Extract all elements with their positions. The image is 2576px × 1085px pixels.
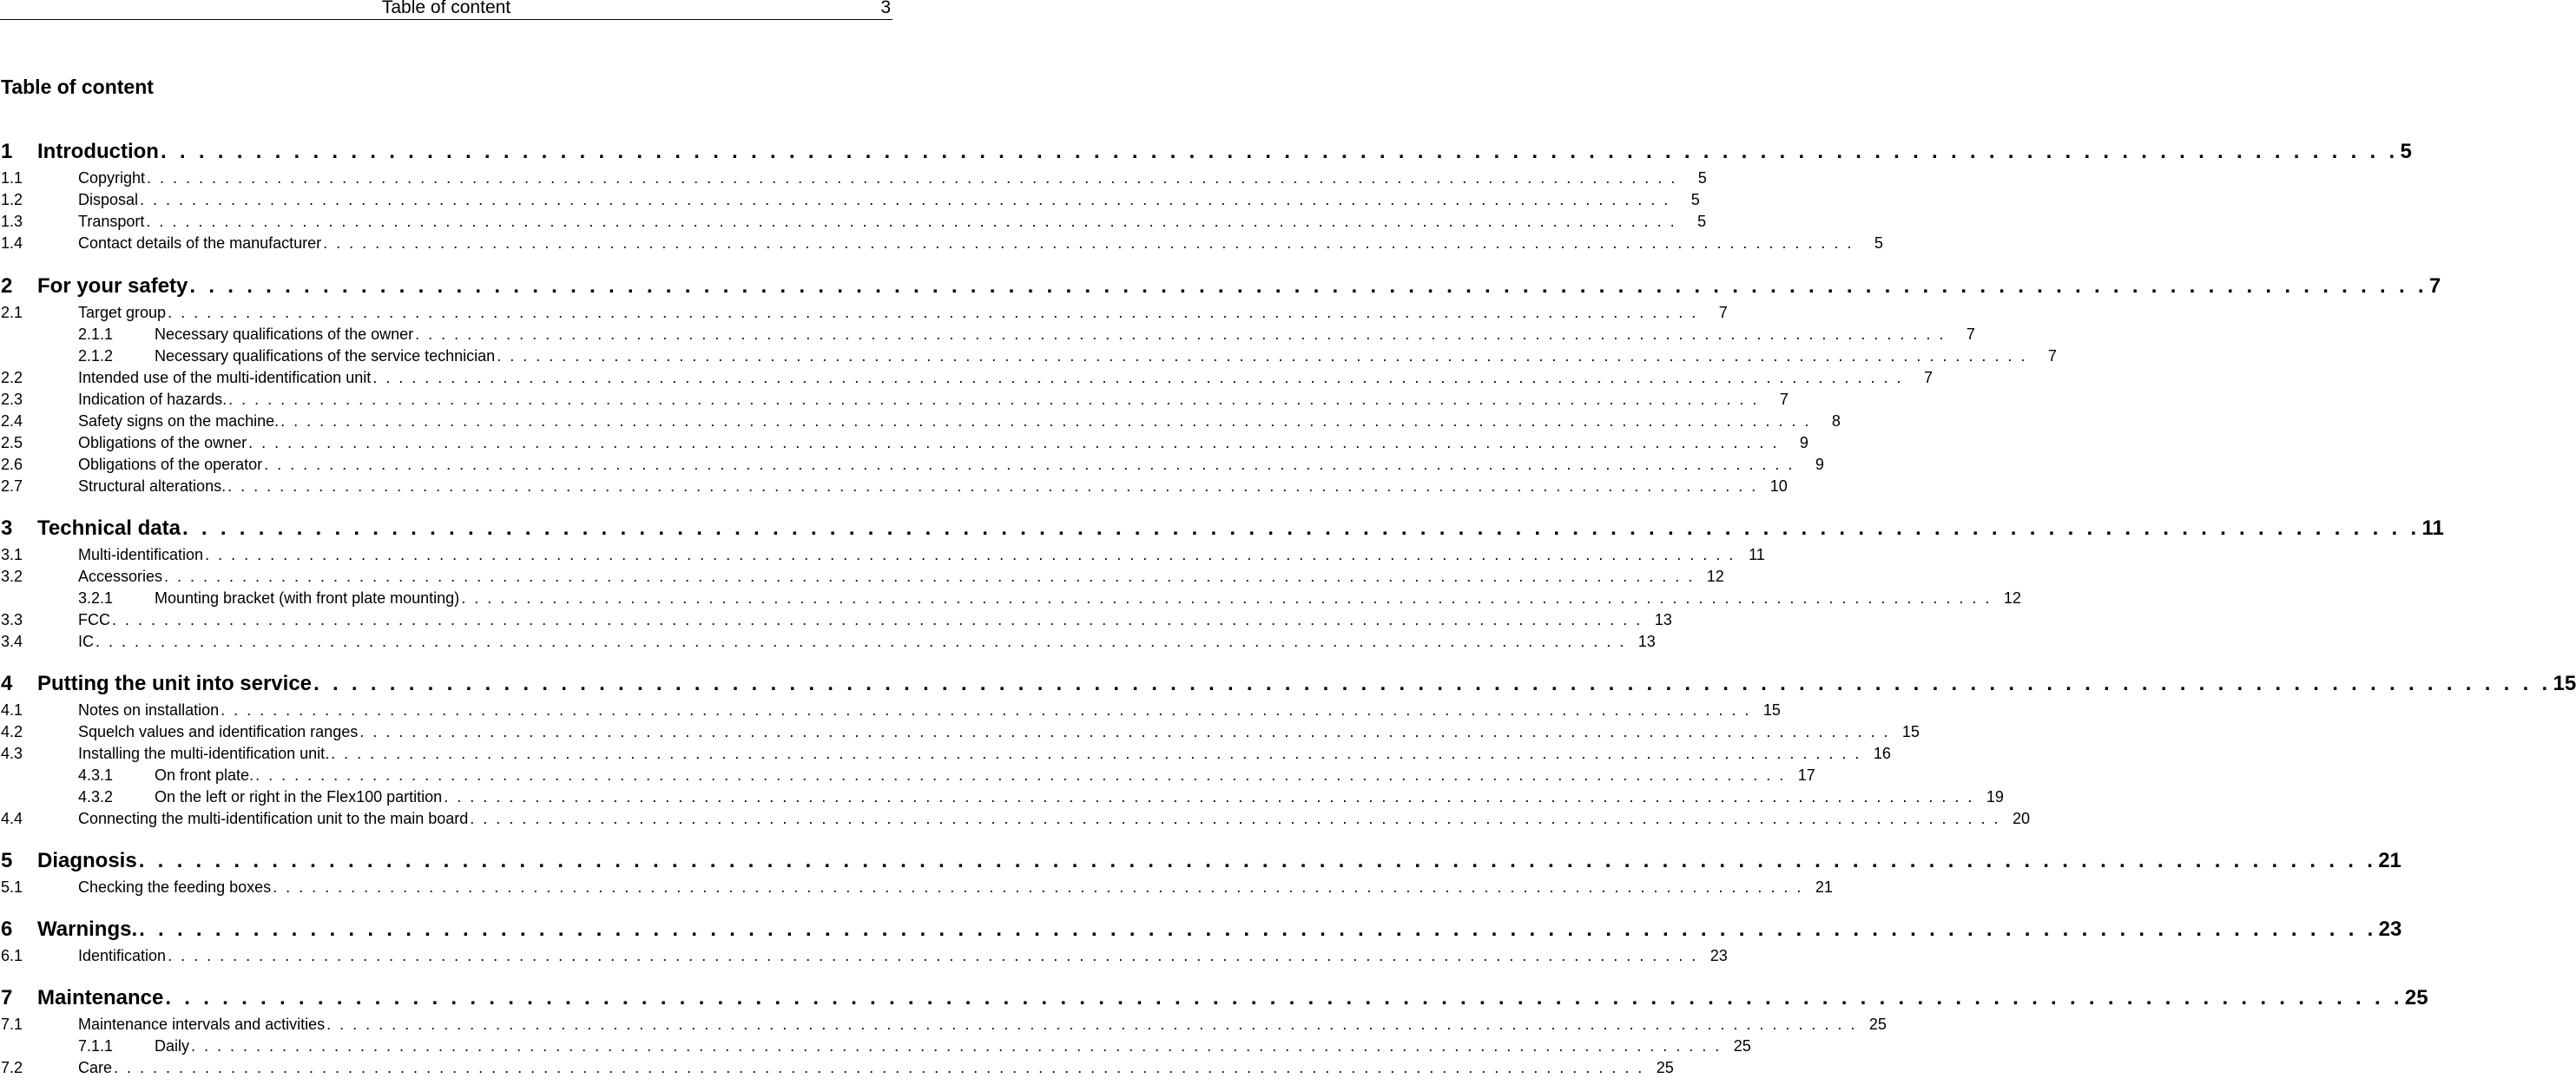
toc-entry-number: 2 <box>1 274 13 298</box>
toc-entry-3-2[interactable] <box>0 566 1724 587</box>
running-title: Table of content <box>381 0 511 17</box>
toc-entry-page: 23 <box>1710 947 1728 964</box>
toc-entry-2-1-2[interactable] <box>0 345 2057 366</box>
toc-entry-page: 5 <box>1697 169 1707 187</box>
toc-entry-title: Notes on installation <box>78 701 220 719</box>
toc-entry-3-4[interactable] <box>0 631 1656 652</box>
toc-entry-number: 3.2.1 <box>78 589 114 607</box>
toc-entry-title: Accessories <box>78 568 163 585</box>
toc-entry-title: Diagnosis <box>37 849 137 872</box>
toc-entry-page: 7 <box>2047 347 2057 365</box>
toc-dot-leader: . . . . . . . . . . . . . . . . . . . . . . . . . . . . . . . . . . . . . . . . . . . . . . . . . . . . . . . . . . . . . . . . . . . . . . . . . . . . . . . . . . . . . . . . . . . . . . . . . . . . . . . . . . . . . . . . . . . . . . <box>313 672 2552 695</box>
toc-dot-leader: . . . . . . . . . . . . . . . . . . . . . . . . . . . . . . . . . . . . . . . . . . . . . . . . . . . . . . . . . . . . . . . . . . . . . . . . . . . . . . . . . . . . . . . . . . . . . . . . . . . . . . . . . . . . . . . . . . . . . . <box>228 391 1759 408</box>
toc-entry-page: 17 <box>1797 766 1815 784</box>
toc-entry-number: 1.4 <box>1 234 23 252</box>
toc-entry-title: FCC <box>78 611 110 628</box>
toc-entry-5[interactable] <box>0 848 2401 874</box>
toc-entry-page: 21 <box>2378 849 2401 872</box>
toc-entry-title: Care <box>78 1059 113 1076</box>
toc-entry-number: 6 <box>1 917 13 941</box>
toc-dot-leader: . . . . . . . . . . . . . . . . . . . . . . . . . . . . . . . . . . . . . . . . . . . . . . . . . . . . . . . . . . . . . . . . . . . . . . . . . . . . . . . . . . . . . . . . . . . . . . . . . . . . . . . . . . . . . . . . . . . . . . <box>138 849 2377 872</box>
toc-entry-title: Obligations of the operator <box>78 456 263 473</box>
toc-entry-4-3-2[interactable] <box>0 786 2004 807</box>
toc-entry-number: 7.1 <box>1 1016 23 1033</box>
toc-dot-leader: . . . . . . . . . . . . . . . . . . . . . . . . . . . . . . . . . . . . . . . . . . . . . . . . . . . . . . . . . . . . . . . . . . . . . . . . . . . . . . . . . . . . . . . . . . . . . . . . . . . . . . . . . . . . . . . . . . . . . . <box>264 456 1795 473</box>
toc-entry-title: Squelch values and identification ranges <box>78 723 359 740</box>
toc-entry-title: Maintenance <box>37 986 164 1009</box>
toc-dot-leader: . . . . . . . . . . . . . . . . . . . . . . . . . . . . . . . . . . . . . . . . . . . . . . . . . . . . . . . . . . . . . . . . . . . . . . . . . . . . . . . . . . . . . . . . . . . . . . . . . . . . . . . . . . . . . . . . . . . . . . <box>372 369 1903 386</box>
toc-entry-1[interactable] <box>0 139 2412 165</box>
toc-dot-leader: . . . . . . . . . . . . . . . . . . . . . . . . . . . . . . . . . . . . . . . . . . . . . . . . . . . . . . . . . . . . . . . . . . . . . . . . . . . . . . . . . . . . . . . . . . . . . . . . . . . . . . . . . . . . . . . . . . . . . . <box>181 516 2421 540</box>
toc-entry-number: 2.2 <box>1 369 23 386</box>
toc-entry-number: 4 <box>1 672 13 695</box>
toc-entry-page: 25 <box>1733 1037 1751 1055</box>
toc-entry-7-1-1[interactable] <box>0 1036 1751 1056</box>
toc-dot-leader: . . . . . . . . . . . . . . . . . . . . . . . . . . . . . . . . . . . . . . . . . . . . . . . . . . . . . . . . . . . . . . . . . . . . . . . . . . . . . . . . . . . . . . . . . . . . . . . . . . . . . . . . . . . . . . . . . . . . . . <box>160 140 2399 163</box>
toc-dot-leader: . . . . . . . . . . . . . . . . . . . . . . . . . . . . . . . . . . . . . . . . . . . . . . . . . . . . . . . . . . . . . . . . . . . . . . . . . . . . . . . . . . . . . . . . . . . . . . . . . . . . . . . . . . . . . . . . . . . . . . <box>444 788 1974 806</box>
toc-entry-5-1[interactable] <box>0 877 1833 898</box>
toc-entry-title: Putting the unit into service <box>37 672 313 695</box>
toc-entry-title: Identification <box>78 947 167 964</box>
toc-entry-number: 1.3 <box>1 213 23 230</box>
toc-entry-page: 7 <box>2428 274 2441 298</box>
toc-entry-3-2-1[interactable] <box>0 588 2021 608</box>
toc-entry-title: Installing the multi-identification unit. <box>78 745 330 762</box>
toc-dot-leader: . . . . . . . . . . . . . . . . . . . . . . . . . . . . . . . . . . . . . . . . . . . . . . . . . . . . . . . . . . . . . . . . . . . . . . . . . . . . . . . . . . . . . . . . . . . . . . . . . . . . . . . . . . . . . . . . . . . . . . <box>140 191 1670 208</box>
toc-entry-1-2[interactable] <box>0 189 1700 210</box>
toc-dot-leader: . . . . . . . . . . . . . . . . . . . . . . . . . . . . . . . . . . . . . . . . . . . . . . . . . . . . . . . . . . . . . . . . . . . . . . . . . . . . . . . . . . . . . . . . . . . . . . . . . . . . . . . . . . . . . . . . . . . . . . <box>191 1037 1722 1055</box>
toc-entry-number: 2.3 <box>1 391 23 408</box>
toc-entry-title: Mounting bracket (with front plate mounting) <box>155 589 460 607</box>
toc-entry-number: 5 <box>1 849 13 872</box>
toc-entry-title: Connecting the multi-identification unit to the main board <box>78 810 469 827</box>
toc-entry-title: Structural alterations. <box>78 477 227 495</box>
toc-dot-leader: . . . . . . . . . . . . . . . . . . . . . . . . . . . . . . . . . . . . . . . . . . . . . . . . . . . . . . . . . . . . . . . . . . . . . . . . . . . . . . . . . . . . . . . . . . . . . . . . . . . . . . . . . . . . . . . . . . . . . . <box>326 1016 1857 1033</box>
toc-dot-leader: . . . . . . . . . . . . . . . . . . . . . . . . . . . . . . . . . . . . . . . . . . . . . . . . . . . . . . . . . . . . . . . . . . . . . . . . . . . . . . . . . . . . . . . . . . . . . . . . . . . . . . . . . . . . . . . . . . . . . . <box>359 723 1890 740</box>
toc-entry-7-2[interactable] <box>0 1057 1674 1078</box>
toc-entry-number: 2.4 <box>1 412 23 430</box>
toc-entry-3-1[interactable] <box>0 544 1765 565</box>
toc-entry-1-4[interactable] <box>0 233 1883 253</box>
toc-entry-page: 9 <box>1799 434 1808 451</box>
toc-entry-4-3[interactable] <box>0 743 1891 764</box>
toc-entry-number: 3.4 <box>1 633 23 650</box>
toc-entry-title: Copyright <box>78 169 146 187</box>
toc-entry-4-2[interactable] <box>0 721 1920 742</box>
toc-dot-leader: . . . . . . . . . . . . . . . . . . . . . . . . . . . . . . . . . . . . . . . . . . . . . . . . . . . . . . . . . . . . . . . . . . . . . . . . . . . . . . . . . . . . . . . . . . . . . . . . . . . . . . . . . . . . . . . . . . . . . . <box>147 169 1677 187</box>
toc-entry-title: Daily <box>155 1037 190 1055</box>
toc-entry-2-2[interactable] <box>0 367 1933 388</box>
toc-entry-number: 2.7 <box>1 477 23 495</box>
toc-entry-title: Contact details of the manufacturer <box>78 234 322 252</box>
toc-entry-page: 16 <box>1873 745 1891 762</box>
toc-entry-number: 4.3 <box>1 745 23 762</box>
toc-entry-4[interactable] <box>0 671 2576 697</box>
toc-entry-6[interactable] <box>0 917 2402 943</box>
toc-entry-page: 5 <box>2400 140 2412 163</box>
toc-entry-title: Multi-identification <box>78 546 204 563</box>
toc-entry-number: 2.1.1 <box>78 326 114 343</box>
toc-entry-1-3[interactable] <box>0 211 1707 232</box>
toc-entry-title: Disposal <box>78 191 139 208</box>
toc-entry-page: 10 <box>1769 477 1788 495</box>
toc-entry-title: Maintenance intervals and activities <box>78 1016 326 1033</box>
toc-dot-leader: . . . . . . . . . . . . . . . . . . . . . . . . . . . . . . . . . . . . . . . . . . . . . . . . . . . . . . . . . . . . . . . . . . . . . . . . . . . . . . . . . . . . . . . . . . . . . . . . . . . . . . . . . . . . . . . . . . . . . . <box>165 986 2403 1009</box>
toc-entry-number: 3.3 <box>1 611 23 628</box>
toc-entry-page: 15 <box>1901 723 1920 740</box>
toc-dot-leader: . . . . . . . . . . . . . . . . . . . . . . . . . . . . . . . . . . . . . . . . . . . . . . . . . . . . . . . . . . . . . . . . . . . . . . . . . . . . . . . . . . . . . . . . . . . . . . . . . . . . . . . . . . . . . . . . . . . . . . <box>497 347 2027 365</box>
toc-entry-title: Target group <box>78 304 167 321</box>
toc-entry-number: 2.1.2 <box>78 347 114 365</box>
toc-entry-number: 2.5 <box>1 434 23 451</box>
toc-entry-4-4[interactable] <box>0 808 2030 829</box>
toc-entry-title: Checking the feeding boxes <box>78 878 272 896</box>
toc-entry-title: IC <box>78 633 94 650</box>
toc-entry-2-1-1[interactable] <box>0 324 1975 345</box>
toc-dot-leader: . . . . . . . . . . . . . . . . . . . . . . . . . . . . . . . . . . . . . . . . . . . . . . . . . . . . . . . . . . . . . . . . . . . . . . . . . . . . . . . . . . . . . . . . . . . . . . . . . . . . . . . . . . . . . . . . . . . . . . <box>139 917 2377 941</box>
toc-entry-number: 4.3.1 <box>78 766 114 784</box>
toc-entry-number: 2.6 <box>1 456 23 473</box>
toc-entry-number: 5.1 <box>1 878 23 896</box>
toc-entry-page: 7 <box>1779 391 1789 408</box>
toc-entry-number: 3.2 <box>1 568 23 585</box>
toc-entry-page: 25 <box>2404 986 2428 1009</box>
toc-entry-title: Transport <box>78 213 145 230</box>
toc-dot-leader: . . . . . . . . . . . . . . . . . . . . . . . . . . . . . . . . . . . . . . . . . . . . . . . . . . . . . . . . . . . . . . . . . . . . . . . . . . . . . . . . . . . . . . . . . . . . . . . . . . . . . . . . . . . . . . . . . . . . . . <box>273 878 1803 896</box>
toc-entry-title: Warnings. <box>37 917 138 941</box>
toc-entry-1-1[interactable] <box>0 168 1707 188</box>
toc-entry-number: 7.2 <box>1 1059 23 1076</box>
toc-entry-page: 9 <box>1815 456 1824 473</box>
toc-dot-leader: . . . . . . . . . . . . . . . . . . . . . . . . . . . . . . . . . . . . . . . . . . . . . . . . . . . . . . . . . . . . . . . . . . . . . . . . . . . . . . . . . . . . . . . . . . . . . . . . . . . . . . . . . . . . . . . . . . . . . . <box>248 434 1779 451</box>
toc-entry-page: 15 <box>2553 672 2576 695</box>
toc-entry-2-6[interactable] <box>0 454 1824 475</box>
toc-entry-number: 7 <box>1 986 13 1009</box>
toc-entry-page: 11 <box>1749 546 1765 563</box>
toc-entry-number: 1.2 <box>1 191 23 208</box>
toc-dot-leader: . . . . . . . . . . . . . . . . . . . . . . . . . . . . . . . . . . . . . . . . . . . . . . . . . . . . . . . . . . . . . . . . . . . . . . . . . . . . . . . . . . . . . . . . . . . . . . . . . . . . . . . . . . . . . . . . . . . . . . <box>331 745 1861 762</box>
toc-dot-leader: . . . . . . . . . . . . . . . . . . . . . . . . . . . . . . . . . . . . . . . . . . . . . . . . . . . . . . . . . . . . . . . . . . . . . . . . . . . . . . . . . . . . . . . . . . . . . . . . . . . . . . . . . . . . . . . . . . . . . . <box>227 477 1758 495</box>
toc-entry-page: 25 <box>1656 1059 1674 1076</box>
toc-entry-page: 25 <box>1868 1016 1887 1033</box>
toc-entry-7-1[interactable] <box>0 1014 1887 1035</box>
toc-entry-2-1[interactable] <box>0 302 1728 323</box>
page-number: 3 <box>880 0 891 17</box>
toc-entry-page: 20 <box>2012 810 2030 827</box>
toc-entry-3-3[interactable] <box>0 609 1672 630</box>
toc-dot-leader: . . . . . . . . . . . . . . . . . . . . . . . . . . . . . . . . . . . . . . . . . . . . . . . . . . . . . . . . . . . . . . . . . . . . . . . . . . . . . . . . . . . . . . . . . . . . . . . . . . . . . . . . . . . . . . . . . . . . . . <box>415 326 1946 343</box>
toc-entry-2[interactable] <box>0 273 2441 299</box>
toc-entry-title: For your safety <box>37 274 188 298</box>
toc-dot-leader: . . . . . . . . . . . . . . . . . . . . . . . . . . . . . . . . . . . . . . . . . . . . . . . . . . . . . . . . . . . . . . . . . . . . . . . . . . . . . . . . . . . . . . . . . . . . . . . . . . . . . . . . . . . . . . . . . . . . . . <box>221 701 1751 719</box>
toc-entry-title: Necessary qualifications of the service technician <box>155 347 496 365</box>
toc-entry-2-5[interactable] <box>0 432 1808 453</box>
toc-entry-number: 2.1 <box>1 304 23 321</box>
toc-entry-page: 5 <box>1874 234 1883 252</box>
toc-entry-6-1[interactable] <box>0 945 1728 966</box>
toc-entry-page: 12 <box>1706 568 1724 585</box>
toc-entry-number: 4.1 <box>1 701 23 719</box>
toc-entry-number: 3 <box>1 516 13 540</box>
toc-entry-number: 4.4 <box>1 810 23 827</box>
toc-entry-page: 23 <box>2378 917 2402 941</box>
toc-entry-number: 1 <box>1 140 13 163</box>
toc-entry-title: Introduction <box>37 140 159 163</box>
toc-entry-title: Safety signs on the machine. <box>78 412 280 430</box>
toc-entry-4-3-1[interactable] <box>0 765 1815 786</box>
toc-entry-7[interactable] <box>0 985 2428 1011</box>
toc-entry-2-3[interactable] <box>0 389 1789 410</box>
toc-entry-2-7[interactable] <box>0 476 1788 496</box>
toc-entry-title: Necessary qualifications of the owner <box>155 326 414 343</box>
toc-dot-leader: . . . . . . . . . . . . . . . . . . . . . . . . . . . . . . . . . . . . . . . . . . . . . . . . . . . . . . . . . . . . . . . . . . . . . . . . . . . . . . . . . . . . . . . . . . . . . . . . . . . . . . . . . . . . . . . . . . . . . . <box>112 611 1643 628</box>
toc-dot-leader: . . . . . . . . . . . . . . . . . . . . . . . . . . . . . . . . . . . . . . . . . . . . . . . . . . . . . . . . . . . . . . . . . . . . . . . . . . . . . . . . . . . . . . . . . . . . . . . . . . . . . . . . . . . . . . . . . . . . . . <box>168 304 1698 321</box>
toc-entry-page: 7 <box>1923 369 1933 386</box>
toc-dot-leader: . . . . . . . . . . . . . . . . . . . . . . . . . . . . . . . . . . . . . . . . . . . . . . . . . . . . . . . . . . . . . . . . . . . . . . . . . . . . . . . . . . . . . . . . . . . . . . . . . . . . . . . . . . . . . . . . . . . . . . <box>461 589 1992 607</box>
toc-entry-number: 4.3.2 <box>78 788 114 806</box>
toc-dot-leader: . . . . . . . . . . . . . . . . . . . . . . . . . . . . . . . . . . . . . . . . . . . . . . . . . . . . . . . . . . . . . . . . . . . . . . . . . . . . . . . . . . . . . . . . . . . . . . . . . . . . . . . . . . . . . . . . . . . . . . <box>280 412 1811 430</box>
toc-dot-leader: . . . . . . . . . . . . . . . . . . . . . . . . . . . . . . . . . . . . . . . . . . . . . . . . . . . . . . . . . . . . . . . . . . . . . . . . . . . . . . . . . . . . . . . . . . . . . . . . . . . . . . . . . . . . . . . . . . . . . . <box>205 546 1736 563</box>
toc-entry-page: 13 <box>1637 633 1656 650</box>
toc-dot-leader: . . . . . . . . . . . . . . . . . . . . . . . . . . . . . . . . . . . . . . . . . . . . . . . . . . . . . . . . . . . . . . . . . . . . . . . . . . . . . . . . . . . . . . . . . . . . . . . . . . . . . . . . . . . . . . . . . . . . . . <box>255 766 1786 784</box>
toc-entry-page: 5 <box>1690 191 1700 208</box>
toc-entry-page: 7 <box>1718 304 1728 321</box>
toc-entry-number: 4.2 <box>1 723 23 740</box>
toc-dot-leader: . . . . . . . . . . . . . . . . . . . . . . . . . . . . . . . . . . . . . . . . . . . . . . . . . . . . . . . . . . . . . . . . . . . . . . . . . . . . . . . . . . . . . . . . . . . . . . . . . . . . . . . . . . . . . . . . . . . . . . <box>96 633 1626 650</box>
toc-dot-leader: . . . . . . . . . . . . . . . . . . . . . . . . . . . . . . . . . . . . . . . . . . . . . . . . . . . . . . . . . . . . . . . . . . . . . . . . . . . . . . . . . . . . . . . . . . . . . . . . . . . . . . . . . . . . . . . . . . . . . . <box>323 234 1854 252</box>
toc-entry-page: 12 <box>2003 589 2021 607</box>
toc-entry-page: 7 <box>1966 326 1975 343</box>
toc-entry-page: 5 <box>1697 213 1707 230</box>
toc-entry-title: Technical data <box>37 516 181 540</box>
toc-entry-page: 13 <box>1654 611 1672 628</box>
running-header <box>0 0 893 20</box>
toc-entry-3[interactable] <box>0 516 2444 542</box>
toc-dot-leader: . . . . . . . . . . . . . . . . . . . . . . . . . . . . . . . . . . . . . . . . . . . . . . . . . . . . . . . . . . . . . . . . . . . . . . . . . . . . . . . . . . . . . . . . . . . . . . . . . . . . . . . . . . . . . . . . . . . . . . <box>470 810 2000 827</box>
toc-entry-page: 15 <box>1762 701 1781 719</box>
toc-entry-title: Obligations of the owner <box>78 434 247 451</box>
toc-dot-leader: . . . . . . . . . . . . . . . . . . . . . . . . . . . . . . . . . . . . . . . . . . . . . . . . . . . . . . . . . . . . . . . . . . . . . . . . . . . . . . . . . . . . . . . . . . . . . . . . . . . . . . . . . . . . . . . . . . . . . . <box>168 947 1698 964</box>
toc-entry-title: Intended use of the multi-identification unit <box>78 369 372 386</box>
toc-entry-number: 7.1.1 <box>78 1037 114 1055</box>
toc-entry-2-4[interactable] <box>0 411 1841 431</box>
toc-entry-number: 6.1 <box>1 947 23 964</box>
toc-dot-leader: . . . . . . . . . . . . . . . . . . . . . . . . . . . . . . . . . . . . . . . . . . . . . . . . . . . . . . . . . . . . . . . . . . . . . . . . . . . . . . . . . . . . . . . . . . . . . . . . . . . . . . . . . . . . . . . . . . . . . . <box>189 274 2428 298</box>
toc-entry-title: Indication of hazards. <box>78 391 227 408</box>
toc-entry-title: On the left or right in the Flex100 partition <box>155 788 443 806</box>
toc-entry-4-1[interactable] <box>0 700 1781 720</box>
toc-dot-leader: . . . . . . . . . . . . . . . . . . . . . . . . . . . . . . . . . . . . . . . . . . . . . . . . . . . . . . . . . . . . . . . . . . . . . . . . . . . . . . . . . . . . . . . . . . . . . . . . . . . . . . . . . . . . . . . . . . . . . . <box>164 568 1695 585</box>
toc-entry-number: 3.1 <box>1 546 23 563</box>
toc-entry-page: 8 <box>1831 412 1841 430</box>
toc-entry-number: 1.1 <box>1 169 23 187</box>
page-title: Table of content <box>1 76 154 98</box>
toc-entry-title: On front plate. <box>155 766 254 784</box>
toc-entry-page: 21 <box>1815 878 1833 896</box>
toc-dot-leader: . . . . . . . . . . . . . . . . . . . . . . . . . . . . . . . . . . . . . . . . . . . . . . . . . . . . . . . . . . . . . . . . . . . . . . . . . . . . . . . . . . . . . . . . . . . . . . . . . . . . . . . . . . . . . . . . . . . . . . <box>114 1059 1644 1076</box>
toc-dot-leader: . . . . . . . . . . . . . . . . . . . . . . . . . . . . . . . . . . . . . . . . . . . . . . . . . . . . . . . . . . . . . . . . . . . . . . . . . . . . . . . . . . . . . . . . . . . . . . . . . . . . . . . . . . . . . . . . . . . . . . <box>146 213 1677 230</box>
toc-entry-page: 11 <box>2421 516 2444 540</box>
toc-entry-page: 19 <box>1986 788 2004 806</box>
